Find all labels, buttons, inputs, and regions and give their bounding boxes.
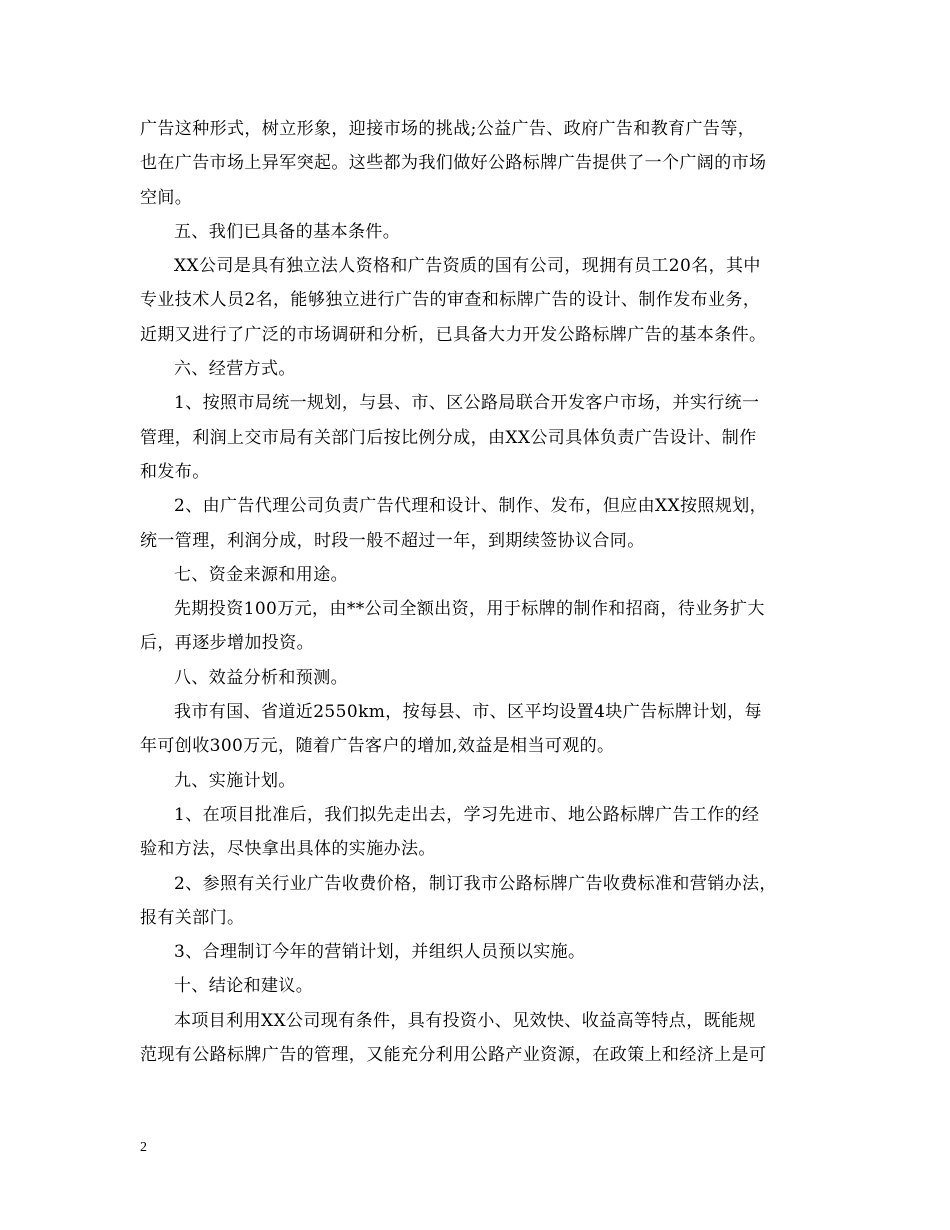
text-line: 3、合理制订今年的营销计划，并组织人员预以实施。 bbox=[174, 942, 586, 963]
text-line: 年可创收300万元，随着广告客户的增加,效益是相当可观的。 bbox=[140, 736, 615, 757]
text-line: 2、由广告代理公司负责广告代理和设计、制作、发布，但应由XX按照规划， bbox=[174, 496, 768, 517]
text-line: 报有关部门。 bbox=[140, 907, 245, 928]
text-line: 管理，利润上交市局有关部门后按比例分成，由XX公司具体负责广告设计、制作 bbox=[140, 427, 757, 448]
text-line: 本项目利用XX公司现有条件，具有投资小、见效快、收益高等特点，既能规 bbox=[174, 1010, 756, 1031]
text-line: 1、按照市局统一规划，与县、市、区公路局联合开发客户市场，并实行统一 bbox=[174, 393, 760, 414]
text-line: 和发布。 bbox=[140, 461, 210, 482]
text-line: 也在广告市场上异军突起。这些都为我们做好公路标牌广告提供了一个广阔的市场 bbox=[140, 153, 767, 174]
body-text bbox=[140, 112, 820, 1072]
text-line: 七、资金来源和用途。 bbox=[174, 564, 348, 585]
text-line: 2、参照有关行业广告收费价格，制订我市公路标牌广告收费标准和营销办法， bbox=[174, 873, 777, 894]
text-line: 验和方法，尽快拿出具体的实施办法。 bbox=[140, 839, 436, 860]
text-line: 我市有国、省道近2550km，按每县、市、区平均设置4块广告标牌计划，每 bbox=[174, 702, 762, 723]
text-line: 统一管理，利润分成，时段一般不超过一年，到期续签协议合同。 bbox=[140, 530, 645, 551]
text-line: 近期又进行了广泛的市场调研和分析，已具备大力开发公路标牌广告的基本条件。 bbox=[140, 324, 767, 345]
text-line: 广告这种形式，树立形象，迎接市场的挑战;公益广告、政府广告和教育广告等， bbox=[140, 119, 756, 139]
text-line: 六、经营方式。 bbox=[174, 359, 296, 380]
text-line: 空间。 bbox=[140, 187, 193, 208]
text-line: 先期投资100万元，由**公司全额出资，用于标牌的制作和招商，待业务扩大 bbox=[174, 599, 765, 620]
text-line: 五、我们已具备的基本条件。 bbox=[174, 221, 401, 242]
page-number: 2 bbox=[140, 1140, 147, 1155]
text-line: 专业技术人员2名，能够独立进行广告的审查和标牌广告的设计、制作发布业务， bbox=[140, 290, 761, 311]
text-line: 十、结论和建议。 bbox=[174, 976, 314, 997]
text-line: 九、实施计划。 bbox=[174, 770, 296, 791]
text-line: XX公司是具有独立法人资格和广告资质的国有公司，现拥有员工20名，其中 bbox=[174, 256, 761, 277]
text-line: 后，再逐步增加投资。 bbox=[140, 633, 314, 654]
text-line: 范现有公路标牌广告的管理，又能充分利用公路产业资源，在政策上和经济上是可 bbox=[140, 1045, 767, 1066]
text-line: 八、效益分析和预测。 bbox=[174, 667, 348, 688]
text-line: 1、在项目批准后，我们拟先走出去，学习先进市、地公路标牌广告工作的经 bbox=[174, 804, 760, 825]
